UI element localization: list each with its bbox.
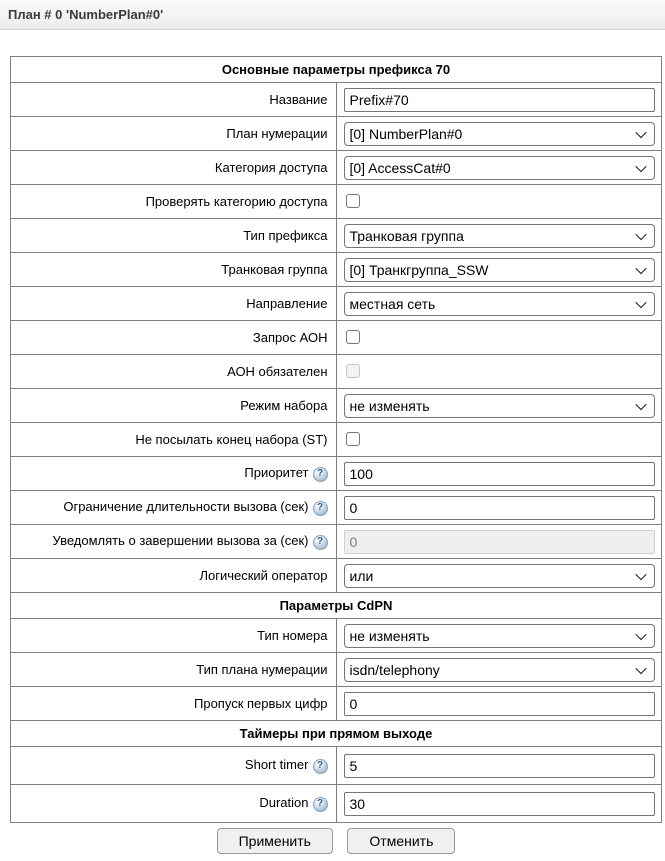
no-end-of-dial-label: Не посылать конец набора (ST) bbox=[135, 432, 328, 447]
dial-mode-selected-value: не изменять bbox=[349, 397, 430, 414]
table-row bbox=[11, 253, 662, 287]
check-access-category-checkbox[interactable] bbox=[346, 194, 360, 208]
trunk-group-select[interactable] bbox=[344, 258, 656, 282]
chevron-down-icon bbox=[635, 568, 646, 579]
short-timer-input[interactable] bbox=[344, 754, 656, 778]
table-row bbox=[11, 559, 662, 593]
call-duration-limit-label: Ограничение длительности вызова (сек) bbox=[63, 499, 309, 515]
table-row bbox=[11, 355, 662, 389]
logical-operator-label: Логический оператор bbox=[199, 568, 328, 583]
number-type-select[interactable] bbox=[344, 624, 656, 648]
help-icon[interactable]: ? bbox=[313, 535, 328, 550]
cancel-button[interactable]: Отменить bbox=[347, 828, 455, 854]
prefix-type-label: Тип префикса bbox=[243, 228, 328, 243]
table-row bbox=[11, 785, 662, 823]
table-row bbox=[11, 687, 662, 721]
no-end-of-dial-checkbox[interactable] bbox=[346, 432, 360, 446]
priority-label: Приоритет bbox=[244, 465, 309, 481]
chevron-down-icon bbox=[635, 228, 646, 239]
numbering-plan-type-select[interactable] bbox=[344, 658, 656, 682]
form-actions bbox=[10, 828, 662, 854]
direction-label: Направление bbox=[246, 296, 328, 311]
table-row bbox=[11, 747, 662, 785]
dial-mode-label: Режим набора bbox=[240, 398, 328, 413]
logical-operator-select[interactable] bbox=[344, 564, 656, 588]
skip-first-digits-label: Пропуск первых цифр bbox=[194, 696, 328, 711]
prefix-settings-table bbox=[10, 56, 662, 823]
direction-select[interactable] bbox=[344, 292, 656, 316]
request-aon-checkbox[interactable] bbox=[346, 330, 360, 344]
table-row bbox=[11, 389, 662, 423]
chevron-down-icon bbox=[635, 296, 646, 307]
logical-operator-selected-value: или bbox=[349, 567, 374, 584]
table-row bbox=[11, 287, 662, 321]
prefix-type-selected-value: Транковая группа bbox=[349, 227, 464, 244]
request-aon-label: Запрос АОН bbox=[252, 330, 328, 345]
table-row bbox=[11, 491, 662, 525]
chevron-down-icon bbox=[635, 126, 646, 137]
numbering-plan-selected-value: [0] NumberPlan#0 bbox=[349, 125, 463, 142]
help-icon[interactable]: ? bbox=[313, 797, 328, 812]
table-row bbox=[11, 457, 662, 491]
chevron-down-icon bbox=[635, 262, 646, 273]
duration-label: Duration bbox=[259, 795, 309, 811]
section-header-row bbox=[11, 57, 662, 83]
priority-input[interactable] bbox=[344, 462, 656, 486]
section-header-row bbox=[11, 593, 662, 619]
chevron-down-icon bbox=[635, 398, 646, 409]
call-end-notify-label: Уведомлять о завершении вызова за (сек) bbox=[52, 533, 309, 549]
dial-mode-select[interactable] bbox=[344, 394, 656, 418]
section-header-row bbox=[11, 721, 662, 747]
access-category-selected-value: [0] AccessCat#0 bbox=[349, 159, 451, 176]
direction-selected-value: местная сеть bbox=[349, 295, 436, 312]
short-timer-label: Short timer bbox=[244, 757, 309, 773]
check-access-category-label: Проверять категорию доступа bbox=[145, 194, 328, 209]
chevron-down-icon bbox=[635, 662, 646, 673]
duration-input[interactable] bbox=[344, 792, 656, 816]
numbering-plan-type-label: Тип плана нумерации bbox=[196, 662, 328, 677]
help-icon[interactable]: ? bbox=[313, 759, 328, 774]
call-end-notify-input bbox=[344, 530, 656, 554]
numbering-plan-label: План нумерации bbox=[226, 126, 328, 141]
section-title-timers: Таймеры при прямом выходе bbox=[11, 721, 662, 747]
help-icon[interactable]: ? bbox=[313, 467, 328, 482]
apply-button[interactable]: Применить bbox=[217, 828, 333, 854]
name-label: Название bbox=[269, 92, 328, 107]
skip-first-digits-input[interactable] bbox=[344, 692, 656, 716]
trunk-group-selected-value: [0] Транкгруппа_SSW bbox=[349, 261, 489, 278]
aon-required-checkbox bbox=[346, 364, 360, 378]
table-row bbox=[11, 653, 662, 687]
call-duration-limit-input[interactable] bbox=[344, 496, 656, 520]
table-row bbox=[11, 83, 662, 117]
chevron-down-icon bbox=[635, 160, 646, 171]
section-title-main: Основные параметры префикса 70 bbox=[11, 57, 662, 83]
name-input[interactable] bbox=[344, 88, 656, 112]
help-icon[interactable]: ? bbox=[313, 501, 328, 516]
section-title-cdpn: Параметры CdPN bbox=[11, 593, 662, 619]
table-row bbox=[11, 525, 662, 559]
access-category-select[interactable] bbox=[344, 156, 656, 180]
table-row bbox=[11, 117, 662, 151]
prefix-type-select[interactable] bbox=[344, 224, 656, 248]
page-title bbox=[0, 0, 665, 30]
table-row bbox=[11, 219, 662, 253]
table-row bbox=[11, 619, 662, 653]
chevron-down-icon bbox=[635, 628, 646, 639]
numbering-plan-select[interactable] bbox=[344, 122, 656, 146]
trunk-group-label: Транковая группа bbox=[221, 262, 328, 277]
aon-required-label: АОН обязателен bbox=[227, 364, 328, 379]
table-row bbox=[11, 185, 662, 219]
table-row bbox=[11, 151, 662, 185]
table-row bbox=[11, 321, 662, 355]
access-category-label: Категория доступа bbox=[214, 160, 328, 175]
page-title-text: План # 0 'NumberPlan#0' bbox=[8, 7, 164, 22]
table-row bbox=[11, 423, 662, 457]
number-type-label: Тип номера bbox=[257, 628, 328, 643]
number-type-selected-value: не изменять bbox=[349, 627, 430, 644]
numbering-plan-type-selected-value: isdn/telephony bbox=[349, 661, 440, 678]
